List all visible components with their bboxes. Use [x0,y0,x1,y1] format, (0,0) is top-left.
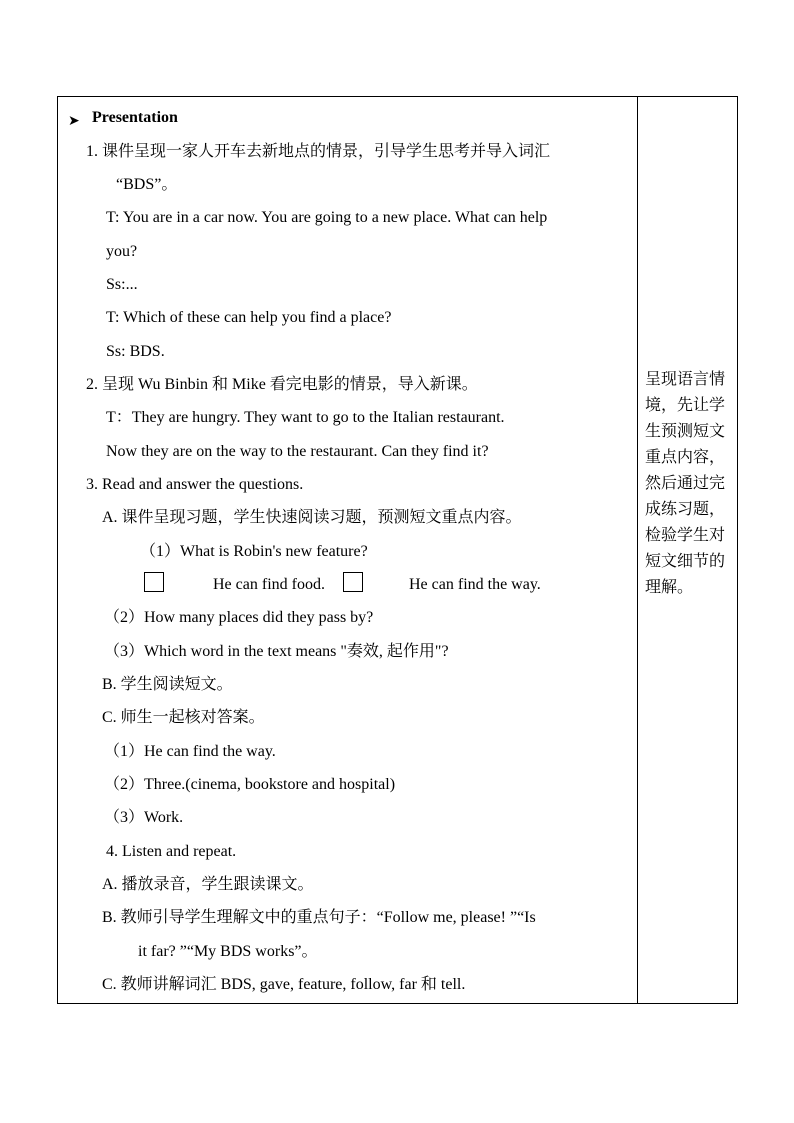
side-note-line: 境，先让学 [645,397,726,414]
question-2: （2）How many places did they pass by? [104,609,374,626]
dialogue-line: T: Which of these can help you find a place? [106,309,392,326]
dialogue-line: Ss:... [106,276,138,293]
step-1-line: 1. 课件呈现一家人开车去新地点的情景，引导学生思考并导入词汇 [86,143,551,160]
answer-option: He can find food. [213,576,325,593]
side-note-line: 短文细节的 [645,553,726,570]
answer-checkbox[interactable] [343,572,363,592]
dialogue-line: T: You are in a car now. You are going to a new place. What can help [106,209,548,226]
sub-step-c: C. 师生一起核对答案。 [102,709,265,726]
answer-3: （3）Work. [104,809,184,826]
side-note-line: 呈现语言情 [645,371,726,388]
sub-step-a: A. 课件呈现习题，学生快速阅读习题，预测短文重点内容。 [102,509,522,526]
answer-2: （2）Three.(cinema, bookstore and hospital) [104,776,396,793]
sub-step-b: B. 教师引导学生理解文中的重点句子：“Follow me, please! ”“Is [102,909,536,926]
side-note-line: 检验学生对 [645,527,726,544]
dialogue-line: Ss: BDS. [106,343,165,360]
side-note-line: 然后通过完 [645,475,726,492]
question-1: （1）What is Robin's new feature? [140,543,368,560]
bullet-arrow-icon: ➤ [68,113,80,129]
question-3: （3）Which word in the text means "奏效, 起作用"? [104,643,449,660]
lesson-table [57,96,738,1004]
answer-option: He can find the way. [409,576,541,593]
side-note-line: 成练习题， [645,501,726,518]
step-4-line: 4. Listen and repeat. [106,843,237,860]
section-heading: Presentation [92,109,178,126]
side-note-line: 理解。 [645,579,694,596]
answer-1: （1）He can find the way. [104,743,276,760]
dialogue-line: you? [106,243,138,260]
sub-step-a: A. 播放录音，学生跟读课文。 [102,876,314,893]
step-2-line: 2. 呈现 Wu Binbin 和 Mike 看完电影的情景，导入新课。 [86,376,478,393]
design-note-column [638,97,739,1003]
presentation-column [58,97,637,1003]
sub-step-b: B. 学生阅读短文。 [102,676,233,693]
step-3-line: 3. Read and answer the questions. [86,476,304,493]
side-note-line: 生预测短文 [645,423,726,440]
sub-step-c: C. 教师讲解词汇 BDS, gave, feature, follow, far 和 tell. [102,976,466,993]
step-1-line: “BDS”。 [116,176,178,193]
sub-step-b-continued: it far? ”“My BDS works”。 [138,943,318,960]
side-note-line: 重点内容， [645,449,726,466]
dialogue-line: Now they are on the way to the restaurant. Can they find it? [106,443,489,460]
answer-checkbox[interactable] [144,572,164,592]
dialogue-line: T：They are hungry. They want to go to the Italian restaurant. [106,409,505,426]
